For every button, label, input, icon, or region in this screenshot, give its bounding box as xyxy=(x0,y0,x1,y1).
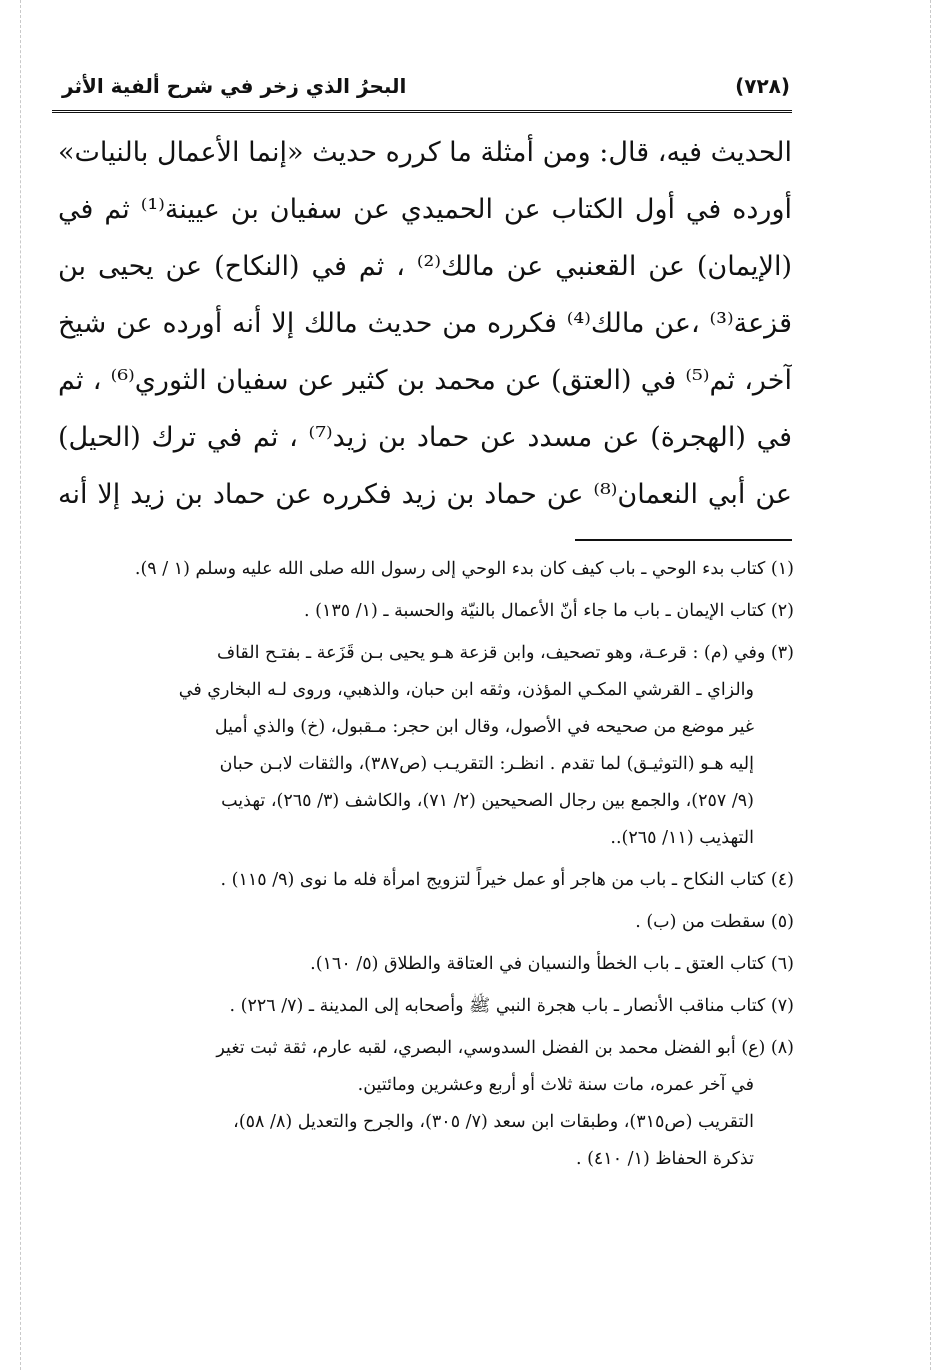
scan-margin-line-right xyxy=(930,0,931,1370)
main-text-line: عن أبي النعمان⁽⁸⁾ عن حماد بن زيد فكرره عن حماد بن زيد إلا أنه xyxy=(58,479,792,510)
main-text-line: في (الهجرة) عن مسدد عن حماد بن زيد⁽⁷⁾ ، ثم في ترك (الحيل) xyxy=(58,422,792,453)
footnotes-section xyxy=(60,551,794,1183)
page-number: (٧٢٨) xyxy=(735,74,790,98)
scan-margin-line-left xyxy=(20,0,21,1370)
footnote-line: التهذيب (١١/ ٢٦٥).. xyxy=(610,828,754,848)
footnote xyxy=(60,635,794,857)
footnote-line: (٨) (ع) أبو الفضل محمد بن الفضل السدوسي، البصري، لقبه عارم، ثقة ثبت تغير xyxy=(216,1038,794,1058)
footnote xyxy=(60,946,794,983)
footnote-line: (٥) سقطت من (ب) . xyxy=(635,912,794,932)
page-header xyxy=(52,70,792,110)
footnote xyxy=(60,862,794,899)
header-rule xyxy=(52,110,792,113)
main-text-line: (الإيمان) عن القعنبي عن مالك⁽²⁾ ، ثم في (النكاح) عن يحيى بن xyxy=(58,251,792,282)
footnote-line: إليه هـو (التوثيـق) لما تقدم . انظـر: التقريـب (ص٣٨٧)، والثقات لابـن حبان xyxy=(219,754,754,774)
footnote-line: (١) كتاب بدء الوحي ـ باب كيف كان بدء الوحي إلى رسول الله صلى الله عليه وسلم (١ / ٩). xyxy=(134,559,794,579)
main-text-line: أورده في أول الكتاب عن الحميدي عن سفيان بن عيينة⁽¹⁾ ثم في xyxy=(58,194,792,225)
main-text-line: آخر، ثم⁽⁵⁾ في (العتق) عن محمد بن كثير عن سفيان الثوري⁽⁶⁾ ، ثم xyxy=(58,365,792,396)
footnote-line: تذكرة الحفاظ (١/ ٤١٠) . xyxy=(575,1149,754,1169)
footnote xyxy=(60,593,794,630)
footnote-line: غير موضع من صحيحه في الأصول، وقال ابن حجر: مـقبول، (خ) والذي أميل xyxy=(214,717,754,737)
main-text-body xyxy=(58,124,792,523)
footnote xyxy=(60,551,794,588)
footnote-line: التقريب (ص٣١٥)، وطبقات ابن سعد (٧/ ٣٠٥)، والجرح والتعديل (٨/ ٥٨)، xyxy=(233,1112,754,1132)
footnote-separator xyxy=(575,539,792,541)
running-title: البحرُ الذي زخر في شرح ألفية الأثر xyxy=(62,74,407,98)
footnote xyxy=(60,988,794,1025)
main-text-line: قزعة⁽³⁾ ،عن مالك⁽⁴⁾ فكرره من حديث مالك إلا أنه أورده عن شيخ xyxy=(58,308,792,339)
footnote-line: (٩/ ٢٥٧)، والجمع بين رجال الصحيحين (٢/ ٧١)، والكاشف (٣/ ٢٦٥)، تهذيب xyxy=(221,791,754,811)
footnote-line: (٧) كتاب مناقب الأنصار ـ باب هجرة النبي ﷺ وأصحابه إلى المدينة ـ (٧/ ٢٢٦) . xyxy=(229,996,794,1016)
footnote-line: (٦) كتاب العتق ـ باب الخطأ والنسيان في العتاقة والطلاق (٥/ ١٦٠). xyxy=(310,954,794,974)
footnote-line: (٣) وفي (م) : قرعـة، وهو تصحيف، وابن قزعة هـو يحيى بـن قَزَعة ـ بفتـح القاف xyxy=(216,643,794,663)
footnote-line: (٢) كتاب الإيمان ـ باب ما جاء أنّ الأعمال بالنيّة والحسبة ـ (١/ ١٣٥) . xyxy=(304,601,794,621)
main-text-line: الحديث فيه، قال: ومن أمثلة ما كرره حديث «إنما الأعمال بالنيات» xyxy=(58,137,792,168)
footnote-line: في آخر عمره، مات سنة ثلاث أو أربع وعشرين ومائتين. xyxy=(357,1075,754,1095)
footnote xyxy=(60,1030,794,1178)
footnote-line: (٤) كتاب النكاح ـ باب من هاجر أو عمل خيراً لتزويج امرأة فله ما نوى (٩/ ١١٥) . xyxy=(220,870,794,890)
footnote-line: والزاي ـ القرشي المكـي المؤذن، وثقه ابن حبان، والذهبي، وروى لـه البخاري في xyxy=(178,680,754,700)
footnote xyxy=(60,904,794,941)
